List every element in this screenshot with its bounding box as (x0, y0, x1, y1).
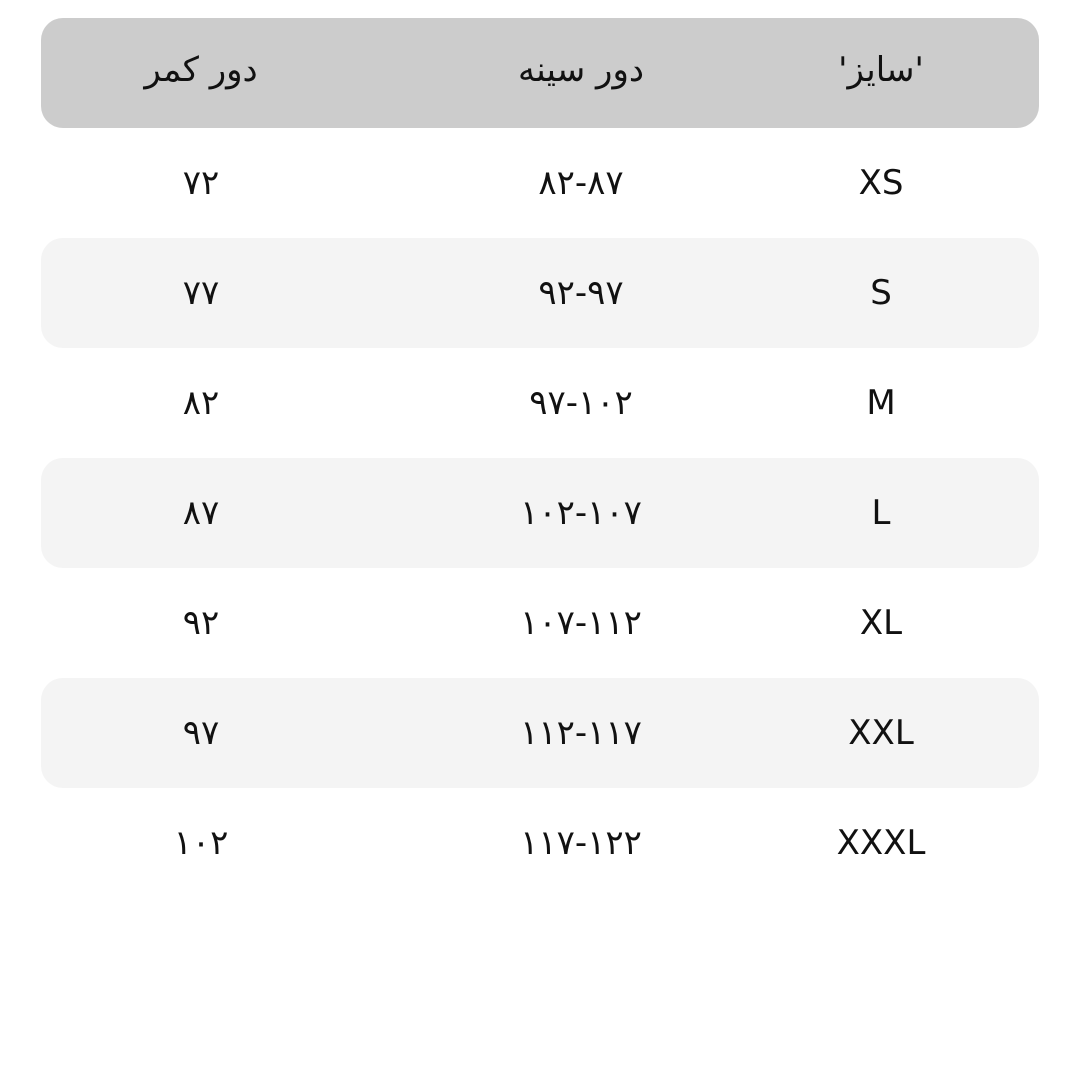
table-row (41, 568, 1039, 678)
table-row (41, 238, 1039, 348)
header-size: 'سایز' (838, 50, 924, 90)
size-cell: XL (859, 603, 903, 643)
size-cell: XXL (848, 713, 914, 753)
table-row (41, 678, 1039, 788)
waist-cell: ۹۷ (182, 713, 220, 753)
waist-cell: ۷۲ (182, 163, 220, 203)
waist-cell: ۹۲ (182, 603, 220, 643)
chest-cell: ۱۱۷-۱۲۲ (520, 823, 642, 863)
chest-cell: ۱۱۲-۱۱۷ (520, 713, 642, 753)
size-chart-table (41, 18, 1039, 898)
table-row (41, 788, 1039, 898)
size-cell: S (870, 273, 892, 313)
waist-cell: ۱۰۲ (173, 823, 229, 863)
header-waist: دور کمر (144, 50, 258, 90)
size-cell: M (866, 383, 896, 423)
header-chest: دور سینه (517, 50, 645, 90)
table-row (41, 348, 1039, 458)
table-row (41, 458, 1039, 568)
chest-cell: ۹۲-۹۷ (538, 273, 624, 313)
table-row (41, 128, 1039, 238)
chest-cell: ۹۷-۱۰۲ (529, 383, 633, 423)
chest-cell: ۸۲-۸۷ (538, 163, 624, 203)
size-cell: XS (858, 163, 904, 203)
waist-cell: ۷۷ (182, 273, 220, 313)
chest-cell: ۱۰۷-۱۱۲ (520, 603, 642, 643)
table-header-row (41, 18, 1039, 128)
waist-cell: ۸۷ (182, 493, 220, 533)
size-cell: XXXL (836, 823, 926, 863)
chest-cell: ۱۰۲-۱۰۷ (520, 493, 642, 533)
waist-cell: ۸۲ (182, 383, 220, 423)
size-cell: L (871, 493, 891, 533)
